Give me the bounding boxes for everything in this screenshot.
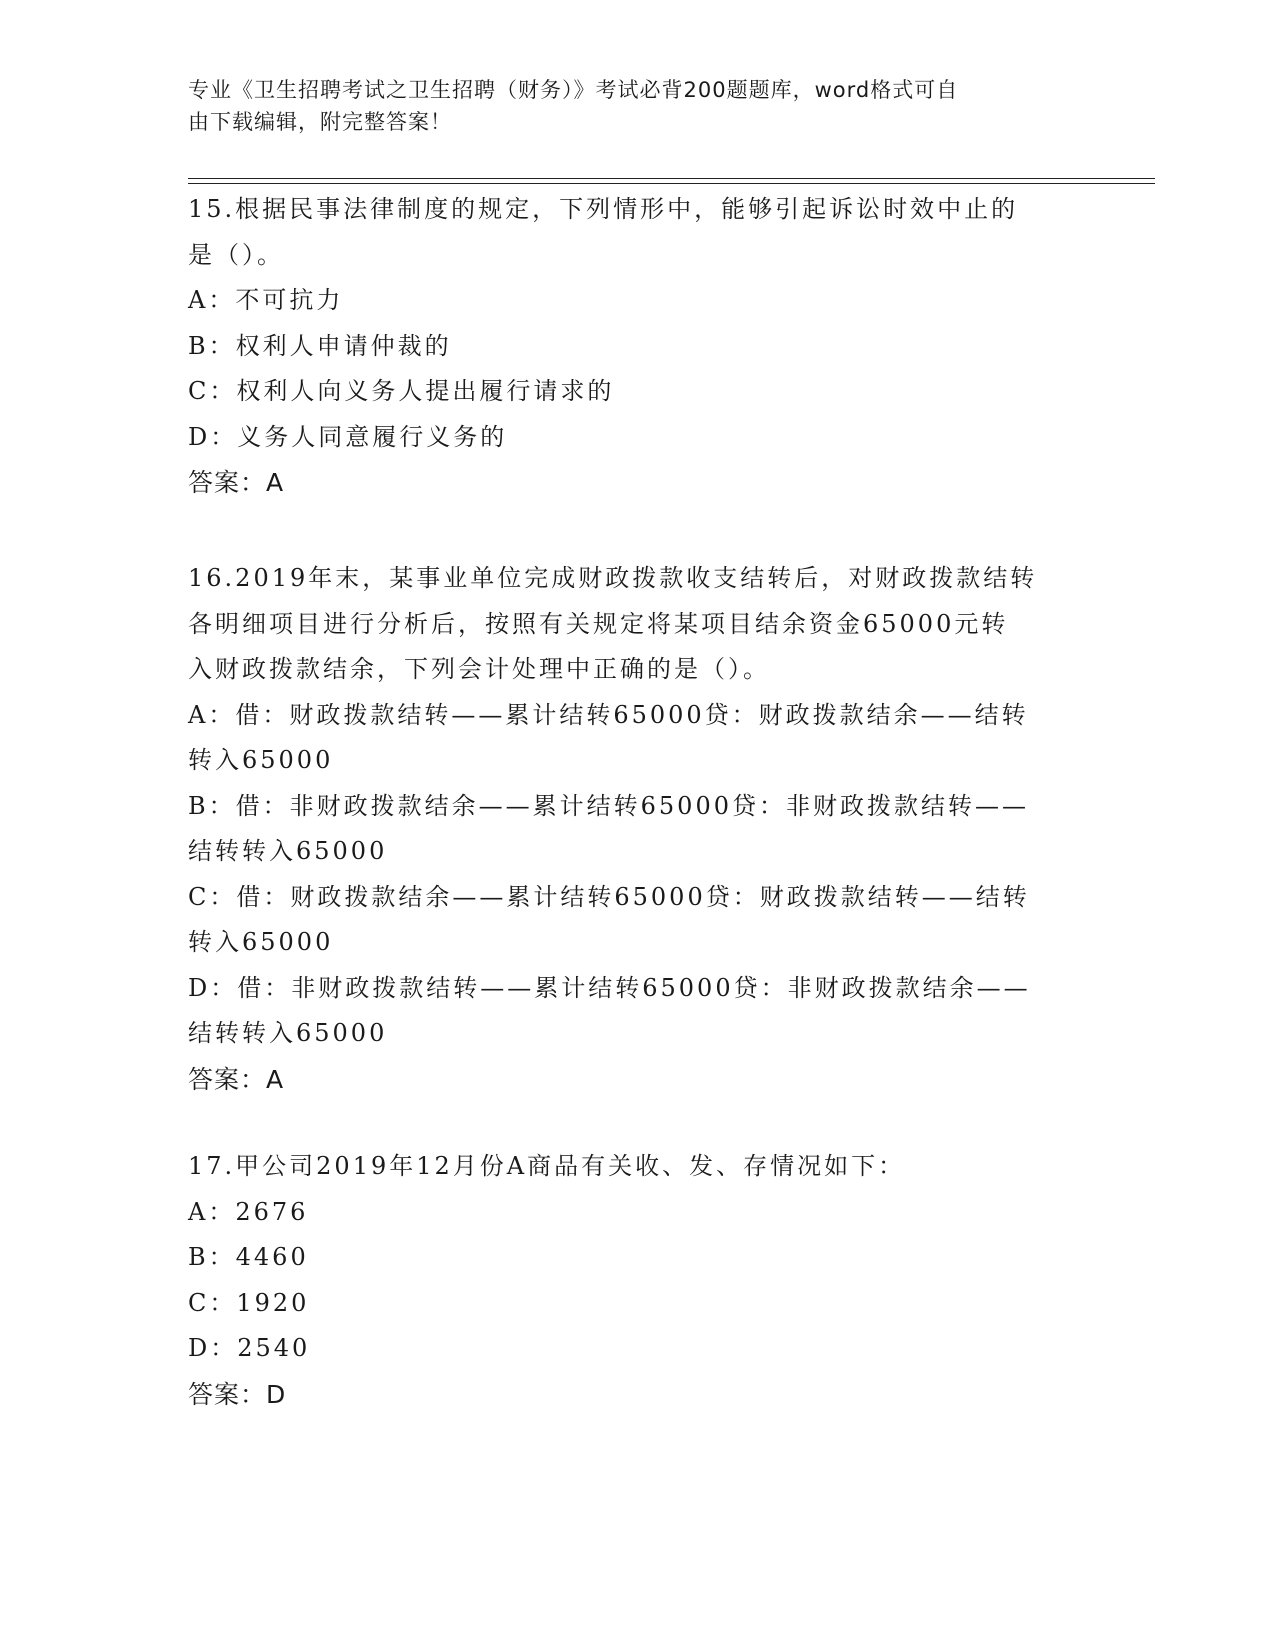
option-a: A：不可抗力 <box>188 286 344 314</box>
option-d: D：2540 <box>188 1334 311 1362</box>
option-d-cont: 结转转入65000 <box>188 1019 388 1047</box>
option-c: C：1920 <box>188 1288 310 1317</box>
question-stem: 17.甲公司2019年12月份A商品有关收、发、存情况如下： <box>188 1152 906 1180</box>
question-16 <box>188 556 1088 1102</box>
option-a: A：借：财政拨款结转——累计结转65000贷：财政拨款结余——结转 <box>188 700 1029 729</box>
header-divider <box>188 183 1155 184</box>
option-a-cont: 转入65000 <box>188 746 334 774</box>
question-17 <box>188 1144 1088 1417</box>
answer-label: 答案：A <box>188 1064 285 1094</box>
option-d: D：义务人同意履行义务的 <box>188 422 508 451</box>
option-c: C：权利人向义务人提出履行请求的 <box>188 377 615 405</box>
answer-label: 答案：D <box>188 1379 287 1409</box>
option-c: C：借：财政拨款结余——累计结转65000贷：财政拨款结转——结转 <box>188 882 1030 911</box>
question-stem: 16.2019年末，某事业单位完成财政拨款收支结转后，对财政拨款结转 <box>188 564 1038 592</box>
option-b: B：权利人申请仲裁的 <box>188 331 452 360</box>
question-stem: 15.根据民事法律制度的规定，下列情形中，能够引起诉讼时效中止的 <box>188 195 1019 223</box>
option-c-cont: 转入65000 <box>188 928 334 956</box>
option-a: A：2676 <box>188 1197 309 1226</box>
option-b: B：借：非财政拨款结余——累计结转65000贷：非财政拨款结转—— <box>188 791 1029 820</box>
header-line: 由下载编辑，附完整答案！ <box>188 110 452 134</box>
question-stem: 入财政拨款结余，下列会计处理中正确的是（）。 <box>188 655 770 683</box>
answer-label: 答案：A <box>188 468 285 497</box>
question-stem: 是（）。 <box>188 240 284 269</box>
question-stem: 各明细项目进行分析后，按照有关规定将某项目结余资金65000元转 <box>188 609 1009 638</box>
option-b-cont: 结转转入65000 <box>188 837 388 865</box>
document-header <box>188 74 1068 138</box>
question-15 <box>188 187 1088 506</box>
option-d: D：借：非财政拨款结转——累计结转65000贷：非财政拨款结余—— <box>188 973 1031 1002</box>
header-divider <box>188 178 1155 179</box>
header-line: 专业《卫生招聘考试之卫生招聘（财务）》考试必背200题题库，word格式可自 <box>188 78 959 102</box>
option-b: B：4460 <box>188 1243 309 1271</box>
